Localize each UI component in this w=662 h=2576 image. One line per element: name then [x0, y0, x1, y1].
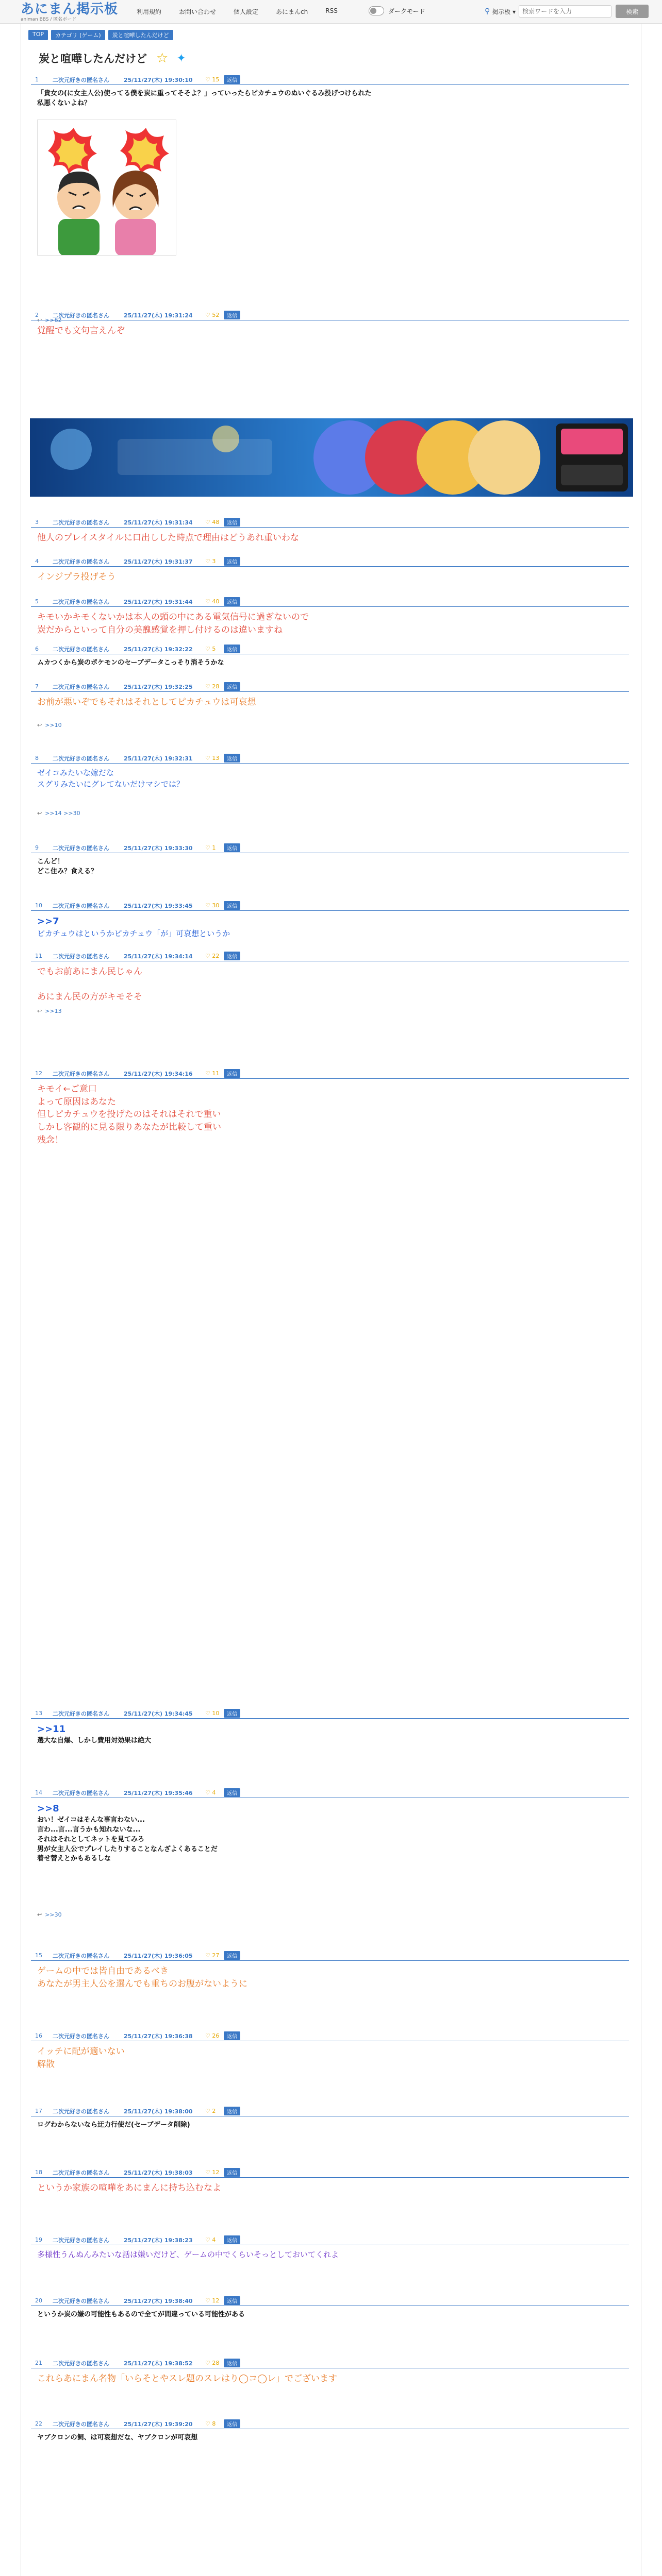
poster-name: 二次元好きの匿名さん [53, 953, 109, 960]
reply-button[interactable]: 返信 [224, 2168, 240, 2177]
heart-icon: ♡ [205, 519, 212, 526]
twitter-bird-icon[interactable]: ✦ [176, 52, 186, 65]
poster-name: 二次元好きの匿名さん [53, 2032, 109, 2040]
like-value: 48 [212, 519, 220, 526]
post-body [31, 1079, 629, 1146]
poster-name: 二次元好きの匿名さん [53, 519, 109, 526]
heart-icon: ♡ [205, 558, 212, 565]
reply-arrow-icon: ↩ [37, 317, 42, 324]
backreference-links [37, 1008, 62, 1014]
post-4 [31, 556, 629, 584]
like-count[interactable] [205, 1070, 224, 1077]
post-header [31, 597, 629, 607]
like-count[interactable] [205, 519, 224, 526]
post-header [31, 517, 629, 528]
post-18 [31, 2167, 629, 2195]
breadcrumb [28, 30, 176, 40]
like-count[interactable] [205, 646, 224, 652]
post-body [31, 2178, 629, 2195]
reply-button[interactable]: 返信 [224, 843, 240, 852]
post-number[interactable]: 21 [35, 2360, 42, 2366]
post-date: 25/11/27(木) 19:36:38 [124, 2032, 193, 2040]
global-nav [137, 7, 355, 16]
post-body [31, 2041, 629, 2071]
search-icon: ⚲ [485, 7, 490, 15]
poster-name: 二次元好きの匿名さん [53, 2236, 109, 2244]
logo-text: あにまん掲示板 [21, 2, 119, 17]
post-3 [31, 517, 629, 545]
post-date: 25/11/27(木) 19:31:34 [124, 519, 193, 526]
like-count[interactable] [205, 2108, 224, 2114]
reply-arrow-icon: ↩ [37, 1008, 42, 1014]
post-text: ゲームの中では皆自由であるべき あなたが男主人公を選んでも重ちのお腹がないように [37, 1966, 247, 1989]
post-header [31, 843, 629, 853]
post-header [31, 1708, 629, 1719]
post-number[interactable]: 19 [35, 2236, 42, 2243]
reply-button[interactable]: 返信 [224, 557, 240, 566]
heart-icon: ♡ [205, 1789, 212, 1796]
poster-name: 二次元好きの匿名さん [53, 902, 109, 909]
poster-name: 二次元好きの匿名さん [53, 312, 109, 319]
reply-button[interactable]: 返信 [224, 1788, 240, 1797]
poster-name: 二次元好きの匿名さん [53, 755, 109, 762]
search-scope-select[interactable]: 掲示板 ▾ [492, 8, 516, 15]
reply-button[interactable]: 返信 [224, 2235, 240, 2244]
nav-animanch[interactable]: あにまんch [276, 8, 308, 15]
post-text: これらあにまん名物「いらそとやスレ題のスレはり◯コ◯レ」でございます [37, 2374, 338, 2384]
post-number[interactable]: 15 [35, 1952, 42, 1959]
heart-icon: ♡ [205, 312, 212, 318]
backreference-list[interactable]: >>14 >>30 [45, 810, 80, 817]
post-header [31, 901, 629, 911]
logo-subtext: animan BBS / 匿名ボード [21, 17, 77, 22]
heart-icon: ♡ [205, 2236, 212, 2243]
post-number[interactable]: 17 [35, 2108, 42, 2114]
post-12 [31, 1069, 629, 1146]
heart-icon: ♡ [205, 76, 212, 83]
post-body [31, 607, 629, 636]
heart-icon: ♡ [205, 953, 212, 959]
post-header [31, 75, 629, 85]
post-date: 25/11/27(木) 19:30:10 [124, 76, 193, 83]
post-body [31, 1719, 629, 1746]
heart-icon: ♡ [205, 2360, 212, 2366]
post-21 [31, 2358, 629, 2385]
poster-name: 二次元好きの匿名さん [53, 2169, 109, 2176]
backreference-list[interactable]: >>13 [45, 1008, 62, 1014]
post-header [31, 2419, 629, 2429]
post-header [31, 310, 629, 320]
like-count[interactable] [205, 558, 224, 565]
post-header [31, 644, 629, 654]
post-header [31, 2031, 629, 2041]
post-text: ピカチュウはというかピカチュウ「が」可哀想というか [37, 929, 230, 939]
darkmode-toggle[interactable] [369, 6, 384, 15]
reply-button[interactable]: 返信 [224, 754, 240, 762]
post-header [31, 2296, 629, 2306]
post-text: 覚醒でも文句言えんぞ [37, 326, 125, 336]
post-number[interactable]: 16 [35, 2032, 42, 2039]
post-date: 25/11/27(木) 19:34:16 [124, 1070, 193, 1077]
post-body [31, 528, 629, 545]
reply-arrow-icon: ↩ [37, 810, 42, 817]
post-number[interactable]: 18 [35, 2169, 42, 2176]
darkmode-control [369, 6, 425, 15]
like-value: 4 [212, 2236, 216, 2243]
post-header [31, 2358, 629, 2368]
post-text: お前が悪いぞでもそれはそれとしてピカチュウは可哀想 [37, 697, 256, 707]
post-body [31, 567, 629, 584]
breadcrumb-thread[interactable]: 炭と喧嘩したんだけど [108, 30, 173, 40]
post-13 [31, 1708, 629, 1746]
post-date: 25/11/27(木) 19:38:00 [124, 2108, 193, 2115]
post-body [31, 853, 629, 877]
like-value: 22 [212, 953, 220, 959]
post-number[interactable]: 22 [35, 2420, 42, 2427]
post-number[interactable]: 5 [35, 598, 39, 605]
backreference-list[interactable]: >>62 [45, 317, 62, 324]
poster-name: 二次元好きの匿名さん [53, 558, 109, 565]
heart-icon: ♡ [205, 755, 212, 761]
post-2 [31, 310, 629, 337]
like-value: 1 [212, 844, 216, 851]
post-header [31, 682, 629, 692]
like-count[interactable] [205, 1952, 224, 1959]
post-body [31, 2245, 629, 2261]
post-number[interactable]: 8 [35, 755, 39, 761]
poster-name: 二次元好きの匿名さん [53, 1070, 109, 1077]
post-15 [31, 1951, 629, 1990]
like-value: 2 [212, 2108, 216, 2114]
nav-rss[interactable]: RSS [325, 7, 338, 14]
post-date: 25/11/27(木) 19:32:25 [124, 683, 193, 690]
post-body [31, 654, 629, 668]
post-body [31, 2429, 629, 2443]
reply-arrow-icon: ↩ [37, 1911, 42, 1918]
like-count[interactable] [205, 2236, 224, 2243]
heart-icon: ♡ [205, 2169, 212, 2176]
poster-name: 二次元好きの匿名さん [53, 2297, 109, 2304]
post-text: ヤブクロンの飼、は可哀想だな、ヤブクロンが可哀想 [37, 2434, 198, 2442]
post-header [31, 2235, 629, 2245]
page-title: 炭と喧嘩したんだけど [39, 53, 147, 65]
post-body [31, 2116, 629, 2130]
post-14 [31, 1788, 629, 1918]
like-value: 5 [212, 646, 216, 652]
heart-icon: ♡ [205, 2108, 212, 2114]
post-text: でもお前あにまん民じゃん あにまん民の方がキモそそ [37, 967, 142, 1003]
post-body [31, 764, 629, 790]
like-value: 52 [212, 312, 220, 318]
like-value: 30 [212, 902, 220, 909]
post-number[interactable]: 11 [35, 953, 42, 959]
like-value: 40 [212, 598, 220, 605]
like-value: 3 [212, 558, 216, 565]
post-date: 25/11/27(木) 19:38:23 [124, 2236, 193, 2244]
post-header [31, 556, 629, 567]
post-body [31, 911, 629, 940]
post-date: 25/11/27(木) 19:36:05 [124, 1952, 193, 1959]
post-number[interactable]: 9 [35, 844, 39, 851]
like-count[interactable] [205, 1789, 224, 1796]
backreference-links [37, 1911, 62, 1918]
like-value: 13 [212, 755, 220, 761]
backreference-links [37, 810, 80, 817]
post-date: 25/11/27(木) 19:31:37 [124, 558, 193, 565]
post-date: 25/11/27(木) 19:32:22 [124, 646, 193, 653]
post-text: キモいかキモくないかは本人の頭の中にある電気信号に過ぎないので 炭だからといって自分の美醜感覚を押し付けるのは違いますね [37, 612, 309, 635]
poster-name: 二次元好きの匿名さん [53, 76, 109, 83]
nav-terms[interactable]: 利用規約 [137, 8, 162, 15]
reply-anchor-link[interactable]: >>7 [37, 916, 59, 927]
post-header [31, 753, 629, 764]
post-date: 25/11/27(木) 19:33:45 [124, 902, 193, 909]
post-9 [31, 843, 629, 877]
post-header [31, 951, 629, 961]
post-date: 25/11/27(木) 19:38:03 [124, 2169, 193, 2176]
backreference-links [37, 722, 62, 728]
like-value: 8 [212, 2420, 216, 2427]
post-header [31, 1069, 629, 1079]
like-count[interactable] [205, 76, 224, 83]
post-number[interactable]: 4 [35, 558, 39, 565]
site-logo[interactable] [21, 2, 118, 22]
reply-button[interactable]: 返信 [224, 2107, 240, 2115]
poster-name: 二次元好きの匿名さん [53, 1710, 109, 1717]
post-date: 25/11/27(木) 19:31:44 [124, 598, 193, 605]
post-number[interactable]: 13 [35, 1710, 42, 1717]
site-header [0, 0, 662, 24]
post-text: というか家族の喧嘩をあにまんに持ち込むなよ [37, 2183, 221, 2193]
breadcrumb-top[interactable]: TOP [28, 30, 48, 40]
like-value: 12 [212, 2169, 220, 2176]
post-7 [31, 682, 629, 728]
reply-button[interactable]: 返信 [224, 645, 240, 653]
like-value: 15 [212, 76, 220, 83]
post-number[interactable]: 20 [35, 2297, 42, 2304]
like-value: 28 [212, 683, 220, 690]
post-date: 25/11/27(木) 19:32:31 [124, 755, 193, 762]
post-body [31, 1961, 629, 1990]
post-number[interactable]: 14 [35, 1789, 42, 1796]
poster-name: 二次元好きの匿名さん [53, 598, 109, 605]
post-text: おい！ゼイコはそんな事言わない... 言わ...言...言うかも知れないな... それはそれとしてネットを見てみろ 男が女主人公でプレイしたりすることなんざよくあることだ 着せ替えとかもあるしな [37, 1816, 218, 1863]
reply-button[interactable]: 返信 [224, 1951, 240, 1960]
post-8 [31, 753, 629, 817]
like-count[interactable] [205, 902, 224, 909]
heart-icon: ♡ [205, 1952, 212, 1959]
post-body [31, 2306, 629, 2320]
post-date: 25/11/27(木) 19:38:52 [124, 2360, 193, 2367]
like-count[interactable] [205, 755, 224, 761]
post-11 [31, 951, 629, 1014]
like-count[interactable] [205, 844, 224, 851]
post-header [31, 2106, 629, 2116]
post-number[interactable]: 12 [35, 1070, 42, 1077]
reply-arrow-icon: ↩ [37, 722, 42, 728]
post-text: イッチに配が適いない 解散 [37, 2046, 125, 2070]
nav-contact[interactable]: お問い合わせ [179, 8, 217, 15]
reply-button[interactable]: 返信 [224, 1709, 240, 1718]
search-button[interactable]: 検索 [616, 5, 649, 18]
post-text: ログわからないなら迂力行使だ(セーブデータ削除) [37, 2121, 190, 2129]
like-count[interactable] [205, 1710, 224, 1717]
like-value: 28 [212, 2360, 220, 2366]
post-5 [31, 597, 629, 636]
post-19 [31, 2235, 629, 2261]
reply-button[interactable]: 返信 [224, 952, 240, 960]
post-6 [31, 644, 629, 668]
post-body [31, 320, 629, 337]
like-count[interactable] [205, 953, 224, 959]
reply-button[interactable]: 返信 [224, 2359, 240, 2367]
post-text: インジプラ投げそう [37, 572, 116, 582]
reply-button[interactable]: 返信 [224, 597, 240, 606]
backreference-list[interactable]: >>30 [45, 1911, 62, 1918]
heart-icon: ♡ [205, 1710, 212, 1717]
post-text: キモイ←ご意口 よって原因はあなた 但しピカチュウを投げたのはそれはそれで重い しかし客観的に見る限りあなたが比較して重い 残念！ [37, 1084, 221, 1145]
heart-icon: ♡ [205, 2420, 212, 2427]
poster-name: 二次元好きの匿名さん [53, 2420, 109, 2428]
heart-icon: ♡ [205, 683, 212, 690]
heart-icon: ♡ [205, 646, 212, 652]
reply-button[interactable]: 返信 [224, 1069, 240, 1078]
reply-button[interactable]: 返信 [224, 2296, 240, 2305]
post-date: 25/11/27(木) 19:34:45 [124, 1710, 193, 1717]
search-bar [485, 5, 649, 18]
post-number[interactable]: 2 [35, 312, 39, 318]
title-row [39, 50, 186, 66]
like-count[interactable] [205, 2360, 224, 2366]
post-body [31, 692, 629, 709]
poster-name: 二次元好きの匿名さん [53, 1952, 109, 1959]
like-value: 12 [212, 2297, 220, 2304]
like-count[interactable] [205, 2297, 224, 2304]
post-text: ムカつくから炭のポケモンのセーブデータこっそり消そうかな [37, 659, 224, 667]
heart-icon: ♡ [205, 2297, 212, 2304]
post-17 [31, 2106, 629, 2130]
post-text: というか炭の嫌の可能性もあるので全てが間違っている可能性がある [37, 2311, 245, 2318]
heart-icon: ♡ [205, 1070, 212, 1077]
backreference-list[interactable]: >>10 [45, 722, 62, 728]
post-body [31, 2368, 629, 2385]
nav-settings[interactable]: 個人設定 [234, 8, 259, 15]
like-count[interactable] [205, 2169, 224, 2176]
banner-ad[interactable] [30, 418, 633, 497]
post-text: こんど！ どこ住み？食える？ [37, 858, 98, 875]
post-date: 25/11/27(木) 19:35:46 [124, 1789, 193, 1797]
post-text: 選大な自爆、しかし費用対効果は絶大 [37, 1737, 152, 1745]
reply-button[interactable]: 返信 [224, 75, 240, 84]
poster-name: 二次元好きの匿名さん [53, 1789, 109, 1797]
post-date: 25/11/27(木) 19:33:30 [124, 844, 193, 852]
post-number[interactable]: 7 [35, 683, 39, 690]
reply-button[interactable]: 返信 [224, 311, 240, 319]
post-body [31, 85, 629, 109]
post-date: 25/11/27(木) 19:34:14 [124, 953, 193, 960]
post-body [31, 1798, 629, 1864]
poster-name: 二次元好きの匿名さん [53, 646, 109, 653]
like-count[interactable] [205, 2420, 224, 2427]
like-value: 11 [212, 1070, 220, 1077]
darkmode-label: ダークモード [388, 7, 425, 15]
post-22 [31, 2419, 629, 2443]
like-value: 4 [212, 1789, 216, 1796]
post-header [31, 2167, 629, 2178]
post-date: 25/11/27(木) 19:31:24 [124, 312, 193, 319]
post-text: 「貴女の(に女主人公)使ってる僕を炭に重ってそそよ？」っていったらピカチュウのぬいぐるみ投げつけられた 私悪くないよね？ [37, 90, 372, 107]
post-20 [31, 2296, 629, 2320]
star-icon[interactable]: ☆ [156, 50, 169, 66]
post-number[interactable]: 3 [35, 519, 39, 526]
poster-name: 二次元好きの匿名さん [53, 2360, 109, 2367]
post-number[interactable]: 10 [35, 902, 42, 909]
post-number[interactable]: 1 [35, 76, 39, 83]
reply-button[interactable]: 返信 [224, 518, 240, 527]
post-10 [31, 901, 629, 940]
like-value: 26 [212, 2032, 220, 2039]
reply-anchor-link[interactable]: >>11 [37, 1724, 66, 1735]
reply-button[interactable]: 返信 [224, 2031, 240, 2040]
reply-anchor-link[interactable]: >>8 [37, 1803, 59, 1814]
like-count[interactable] [205, 598, 224, 605]
poster-name: 二次元好きの匿名さん [53, 683, 109, 690]
poster-name: 二次元好きの匿名さん [53, 844, 109, 852]
reply-button[interactable]: 返信 [224, 2419, 240, 2428]
post-text: 多様性うんぬんみたいな話は嫌いだけど、ゲームの中でくらいそっとしておいてくれよ [37, 2250, 339, 2259]
post-image-children-arguing[interactable] [37, 120, 176, 256]
search-input[interactable] [519, 5, 611, 18]
post-number[interactable]: 6 [35, 646, 39, 652]
heart-icon: ♡ [205, 844, 212, 851]
post-date: 25/11/27(木) 19:38:40 [124, 2297, 193, 2304]
heart-icon: ♡ [205, 598, 212, 605]
breadcrumb-category[interactable]: カテゴリ (ゲーム) [51, 30, 105, 40]
post-16 [31, 2031, 629, 2071]
heart-icon: ♡ [205, 902, 212, 909]
post-header [31, 1951, 629, 1961]
post-header [31, 1788, 629, 1798]
poster-name: 二次元好きの匿名さん [53, 2108, 109, 2115]
post-date: 25/11/27(木) 19:39:20 [124, 2420, 193, 2428]
heart-icon: ♡ [205, 2032, 212, 2039]
like-count[interactable] [205, 683, 224, 690]
like-value: 27 [212, 1952, 220, 1959]
post-text: 他人のプレイスタイルに口出しした時点で理由はどうあれ重いわな [37, 533, 299, 543]
like-count[interactable] [205, 312, 224, 318]
post-text: ゼイコみたいな嫁だな スグリみたいにグレてないだけマシでは？ [37, 768, 185, 789]
post-body [31, 961, 629, 1004]
like-value: 10 [212, 1710, 220, 1717]
like-count[interactable] [205, 2032, 224, 2039]
reply-button[interactable]: 返信 [224, 901, 240, 910]
reply-button[interactable]: 返信 [224, 682, 240, 691]
